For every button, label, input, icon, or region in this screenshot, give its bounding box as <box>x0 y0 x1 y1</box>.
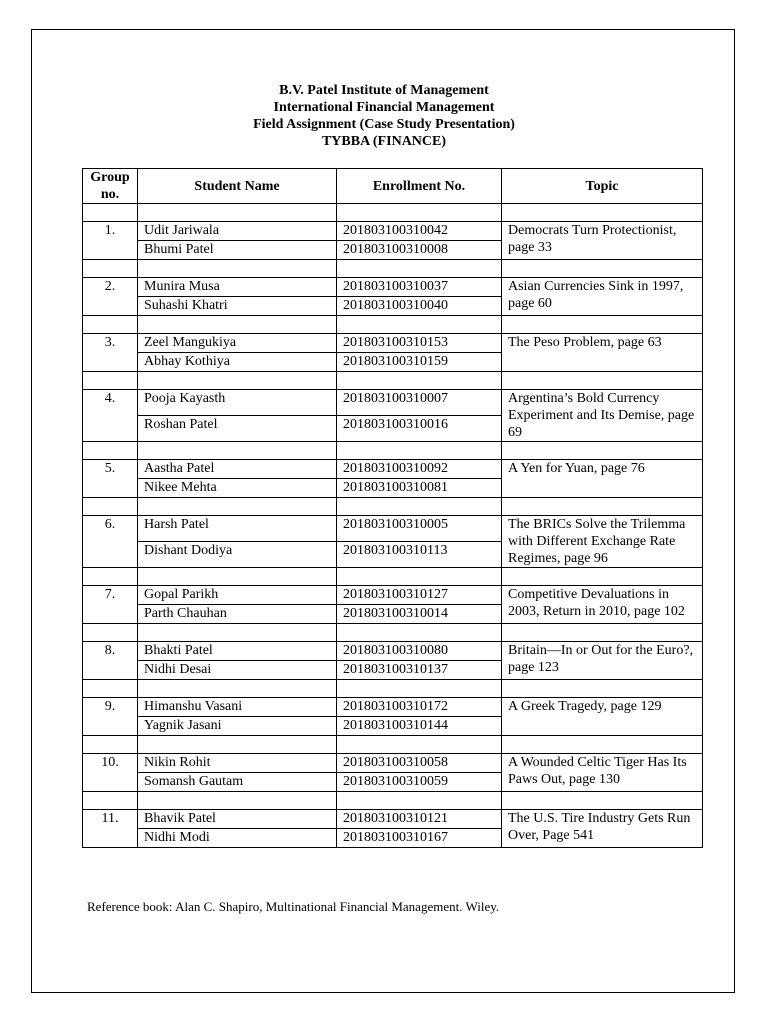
spacer-cell <box>138 680 337 698</box>
spacer-cell <box>502 680 703 698</box>
spacer-cell <box>502 498 703 516</box>
institute-name: B.V. Patel Institute of Management <box>279 83 489 98</box>
group-topic: Argentina’s Bold Currency Experiment and Its Demise, page 69 <box>502 390 703 442</box>
student-name: Dishant Dodiya <box>138 542 337 568</box>
enrollment-number: 201803100310121 <box>337 810 502 829</box>
spacer-cell <box>337 736 502 754</box>
spacer-cell <box>138 792 337 810</box>
group-number: 4. <box>83 390 138 442</box>
course-name: International Financial Management <box>273 100 495 115</box>
group-topic: The U.S. Tire Industry Gets Run Over, Page 541 <box>502 810 703 848</box>
spacer-cell <box>83 204 138 222</box>
student-name: Gopal Parikh <box>138 586 337 605</box>
spacer-cell <box>138 316 337 334</box>
enrollment-number: 201803100310080 <box>337 642 502 661</box>
student-name: Nidhi Modi <box>138 829 337 848</box>
spacer-cell <box>502 568 703 586</box>
table-row <box>83 516 703 542</box>
group-topic: Competitive Devaluations in 2003, Return in 2010, page 102 <box>502 586 703 624</box>
enrollment-number: 201803100310014 <box>337 605 502 624</box>
group-topic: The BRICs Solve the Trilemma with Different Exchange Rate Regimes, page 96 <box>502 516 703 568</box>
spacer-cell <box>83 372 138 390</box>
group-assignment-table <box>82 168 703 848</box>
reference-note: Reference book: Alan C. Shapiro, Multinational Financial Management. Wiley. <box>87 899 500 914</box>
student-name: Nikee Mehta <box>138 479 337 498</box>
spacer-cell <box>138 624 337 642</box>
student-name: Nikin Rohit <box>138 754 337 773</box>
student-name: Zeel Mangukiya <box>138 334 337 353</box>
spacer-cell <box>502 316 703 334</box>
enrollment-number: 201803100310016 <box>337 416 502 442</box>
table-row <box>83 334 703 353</box>
spacer-cell <box>83 442 138 460</box>
spacer-row <box>83 260 703 278</box>
header-group-no <box>83 169 138 204</box>
spacer-cell <box>83 260 138 278</box>
spacer-cell <box>138 260 337 278</box>
group-number: 1. <box>83 222 138 260</box>
header-topic: Topic <box>502 169 703 204</box>
student-name: Pooja Kayasth <box>138 390 337 416</box>
spacer-row <box>83 792 703 810</box>
enrollment-number: 201803100310059 <box>337 773 502 792</box>
group-topic: A Wounded Celtic Tiger Has Its Paws Out, page 130 <box>502 754 703 792</box>
group-number: 2. <box>83 278 138 316</box>
spacer-cell <box>337 260 502 278</box>
spacer-cell <box>337 316 502 334</box>
spacer-cell <box>337 372 502 390</box>
spacer-cell <box>138 204 337 222</box>
spacer-row <box>83 736 703 754</box>
student-name: Yagnik Jasani <box>138 717 337 736</box>
enrollment-number: 201803100310167 <box>337 829 502 848</box>
spacer-row <box>83 680 703 698</box>
student-name: Harsh Patel <box>138 516 337 542</box>
spacer-cell <box>83 624 138 642</box>
student-name: Parth Chauhan <box>138 605 337 624</box>
spacer-cell <box>138 498 337 516</box>
student-name: Bhavik Patel <box>138 810 337 829</box>
header-group-line2: no. <box>100 187 120 202</box>
enrollment-number: 201803100310005 <box>337 516 502 542</box>
student-name: Nidhi Desai <box>138 661 337 680</box>
table-row <box>83 754 703 773</box>
table-row <box>83 810 703 829</box>
student-name: Roshan Patel <box>138 416 337 442</box>
group-topic: Britain—In or Out for the Euro?, page 123 <box>502 642 703 680</box>
group-number: 10. <box>83 754 138 792</box>
student-name: Bhumi Patel <box>138 241 337 260</box>
enrollment-number: 201803100310137 <box>337 661 502 680</box>
enrollment-number: 201803100310007 <box>337 390 502 416</box>
enrollment-number: 201803100310081 <box>337 479 502 498</box>
enrollment-number: 201803100310040 <box>337 297 502 316</box>
enrollment-number: 201803100310008 <box>337 241 502 260</box>
spacer-row <box>83 442 703 460</box>
enrollment-number: 201803100310092 <box>337 460 502 479</box>
spacer-cell <box>83 680 138 698</box>
class-name: TYBBA (FINANCE) <box>321 134 447 149</box>
group-number: 11. <box>83 810 138 848</box>
group-number: 9. <box>83 698 138 736</box>
spacer-cell <box>83 316 138 334</box>
group-number: 3. <box>83 334 138 372</box>
student-name: Aastha Patel <box>138 460 337 479</box>
enrollment-number: 201803100310153 <box>337 334 502 353</box>
spacer-cell <box>337 442 502 460</box>
enrollment-number: 201803100310058 <box>337 754 502 773</box>
header-student-name: Student Name <box>138 169 337 204</box>
table-row <box>83 390 703 416</box>
enrollment-number: 201803100310037 <box>337 278 502 297</box>
spacer-row <box>83 624 703 642</box>
group-number: 7. <box>83 586 138 624</box>
group-number: 6. <box>83 516 138 568</box>
group-number: 8. <box>83 642 138 680</box>
spacer-cell <box>337 568 502 586</box>
table-row <box>83 586 703 605</box>
spacer-cell <box>337 624 502 642</box>
group-topic: Democrats Turn Protectionist, page 33 <box>502 222 703 260</box>
group-topic: The Peso Problem, page 63 <box>502 334 703 372</box>
group-topic: A Greek Tragedy, page 129 <box>502 698 703 736</box>
student-name: Bhakti Patel <box>138 642 337 661</box>
enrollment-number: 201803100310127 <box>337 586 502 605</box>
spacer-cell <box>502 792 703 810</box>
header-group-line1: Group <box>90 170 130 185</box>
spacer-row <box>83 568 703 586</box>
group-number: 5. <box>83 460 138 498</box>
table-row <box>83 698 703 717</box>
assignment-title: Field Assignment (Case Study Presentation) <box>253 117 515 132</box>
student-name: Suhashi Khatri <box>138 297 337 316</box>
table-row <box>83 460 703 479</box>
spacer-cell <box>138 442 337 460</box>
student-name: Munira Musa <box>138 278 337 297</box>
spacer-cell <box>502 736 703 754</box>
student-name: Abhay Kothiya <box>138 353 337 372</box>
spacer-cell <box>502 442 703 460</box>
spacer-row <box>83 372 703 390</box>
student-name: Somansh Gautam <box>138 773 337 792</box>
group-topic: Asian Currencies Sink in 1997, page 60 <box>502 278 703 316</box>
spacer-cell <box>138 372 337 390</box>
table-row <box>83 278 703 297</box>
table-header-row <box>83 169 703 204</box>
spacer-cell <box>337 792 502 810</box>
spacer-cell <box>337 498 502 516</box>
spacer-cell <box>502 372 703 390</box>
document-heading <box>0 82 768 150</box>
spacer-cell <box>337 204 502 222</box>
spacer-row <box>83 204 703 222</box>
spacer-cell <box>83 736 138 754</box>
student-name: Himanshu Vasani <box>138 698 337 717</box>
spacer-row <box>83 498 703 516</box>
table-row <box>83 222 703 241</box>
spacer-cell <box>502 204 703 222</box>
spacer-cell <box>502 260 703 278</box>
enrollment-number: 201803100310172 <box>337 698 502 717</box>
table-row <box>83 642 703 661</box>
header-enrollment-no: Enrollment No. <box>337 169 502 204</box>
student-name: Udit Jariwala <box>138 222 337 241</box>
enrollment-number: 201803100310144 <box>337 717 502 736</box>
spacer-row <box>83 316 703 334</box>
enrollment-number: 201803100310042 <box>337 222 502 241</box>
group-topic: A Yen for Yuan, page 76 <box>502 460 703 498</box>
spacer-cell <box>337 680 502 698</box>
spacer-cell <box>502 624 703 642</box>
enrollment-number: 201803100310159 <box>337 353 502 372</box>
spacer-cell <box>83 568 138 586</box>
spacer-cell <box>138 568 337 586</box>
spacer-cell <box>83 498 138 516</box>
enrollment-number: 201803100310113 <box>337 542 502 568</box>
spacer-cell <box>138 736 337 754</box>
spacer-cell <box>83 792 138 810</box>
